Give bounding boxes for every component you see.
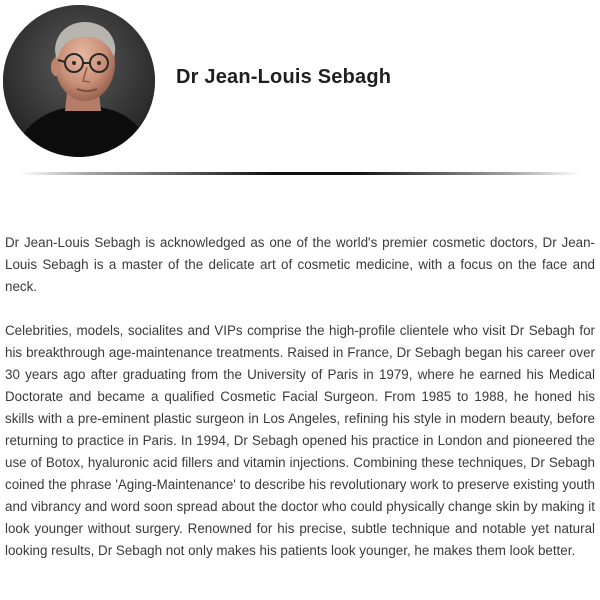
profile-name: Dr Jean-Louis Sebagh [176, 66, 392, 88]
biography [5, 232, 595, 562]
bio-paragraph: Celebrities, models, socialites and VIPs comprise the high-profile clientele who visit Dr Sebagh for his breakthrough age-maintenance treatments. Raised in France, Dr Sebagh began his career over 30 years ago after graduating from the University of Paris in 1979, where he earned his Medical Doctorate and became a qualified Cosmetic Facial Surgeon. From 1985 to 1988, he honed his skills with a pre-eminent plastic surgeon in Los Angeles, refining his style in modern beauty, before returning to practice in Paris. In 1994, Dr Sebagh opened his practice in London and pioneered the use of Botox, hyaluronic acid fillers and vitamin injections. Combining these techniques, Dr Sebagh coined the phrase 'Aging-Maintenance' to describe his revolutionary work to preserve existing youth and vibrancy and word soon spread about the doctor who could physically change skin by making it look younger without surgery. Renowned for his precise, subtle technique and notable yet natural looking results, Dr Sebagh not only makes his patients look younger, he makes them look better. [5, 323, 595, 558]
profile-header [0, 0, 600, 170]
portrait-photo [3, 5, 155, 157]
bio-paragraph: Dr Jean-Louis Sebagh is acknowledged as one of the world's premier cosmetic doctors, Dr Jean-Louis Sebagh is a master of the delicate art of cosmetic medicine, with a focus on the face and neck. [5, 235, 595, 294]
section-divider [20, 172, 580, 175]
